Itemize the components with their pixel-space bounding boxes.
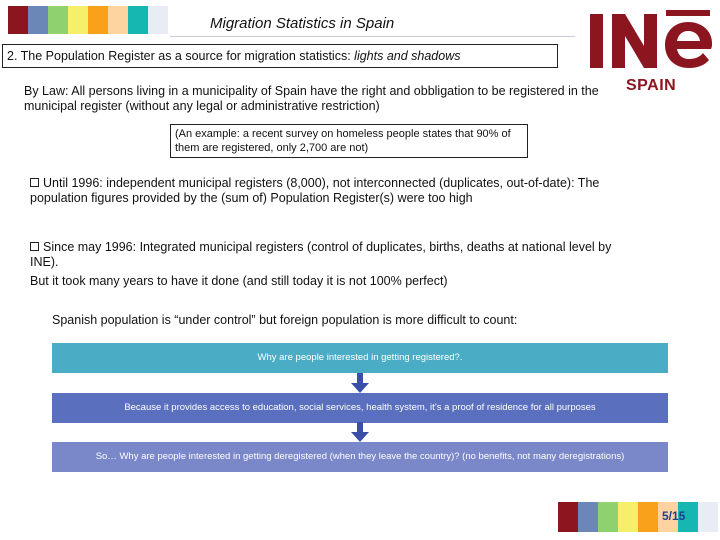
ine-logo <box>588 8 714 70</box>
color-swatch <box>48 6 68 34</box>
checkbox-bullet-icon <box>30 242 39 251</box>
bullet-item-text: Until 1996: independent municipal registers (8,000), not interconnected (duplicates, out-of-date): The population figures provided by the (sum of) Population Register(s) were too high <box>30 176 600 205</box>
top-color-swatches <box>8 6 168 34</box>
logo-letter-n <box>612 14 657 68</box>
color-swatch <box>108 6 128 34</box>
color-swatch <box>578 502 598 532</box>
color-swatch <box>598 502 618 532</box>
bullet-item-continuation: But it took many years to have it done (and still today it is not 100% perfect) <box>30 274 448 288</box>
bottom-color-swatches <box>558 502 718 532</box>
logo-bar <box>666 10 710 16</box>
bullet-item-since-1996 <box>30 240 642 270</box>
color-swatch <box>638 502 658 532</box>
section-heading-italic: lights and shadows <box>354 49 461 63</box>
color-swatch <box>88 6 108 34</box>
flow-box-because: Because it provides access to education, social services, health system, it’s a proof of residence for all purposes <box>52 393 668 423</box>
color-swatch <box>698 502 718 532</box>
population-statement: Spanish population is “under control” but foreign population is more difficult to count: <box>52 313 518 327</box>
page-number: 5/15 <box>662 509 686 523</box>
bullet-item-until-1996 <box>30 176 642 206</box>
title-divider <box>170 36 575 37</box>
flow-box-deregistered: So… Why are people interested in getting deregistered (when they leave the country)? (no benefits, not many deregistrations) <box>52 442 668 472</box>
example-box: (An example: a recent survey on homeless people states that 90% of them are registered, only 2,700 are not) <box>170 124 528 158</box>
color-swatch <box>28 6 48 34</box>
color-swatch <box>128 6 148 34</box>
color-swatch <box>618 502 638 532</box>
color-swatch <box>148 6 168 34</box>
color-swatch <box>8 6 28 34</box>
section-heading-text: 2. The Population Register as a source for migration statistics: <box>7 49 351 63</box>
slide-title: Migration Statistics in Spain <box>210 15 395 32</box>
logo-letter-e <box>665 22 712 68</box>
law-paragraph: By Law: All persons living in a municipality of Spain have the right and obbligation to be registered in the municipal register (without any legal or administrative restriction) <box>24 84 599 113</box>
color-swatch <box>558 502 578 532</box>
down-arrow-icon <box>351 422 369 442</box>
flow-box-registered: Why are people interested in getting registered?. <box>52 343 668 373</box>
section-heading <box>2 44 558 68</box>
logo-letter-i <box>590 14 603 68</box>
down-arrow-icon <box>351 373 369 393</box>
logo-country-label: SPAIN <box>626 77 677 94</box>
checkbox-bullet-icon <box>30 178 39 187</box>
color-swatch <box>68 6 88 34</box>
bullet-item-text: Since may 1996: Integrated municipal registers (control of duplicates, births, deaths at national level by INE). <box>30 240 612 269</box>
